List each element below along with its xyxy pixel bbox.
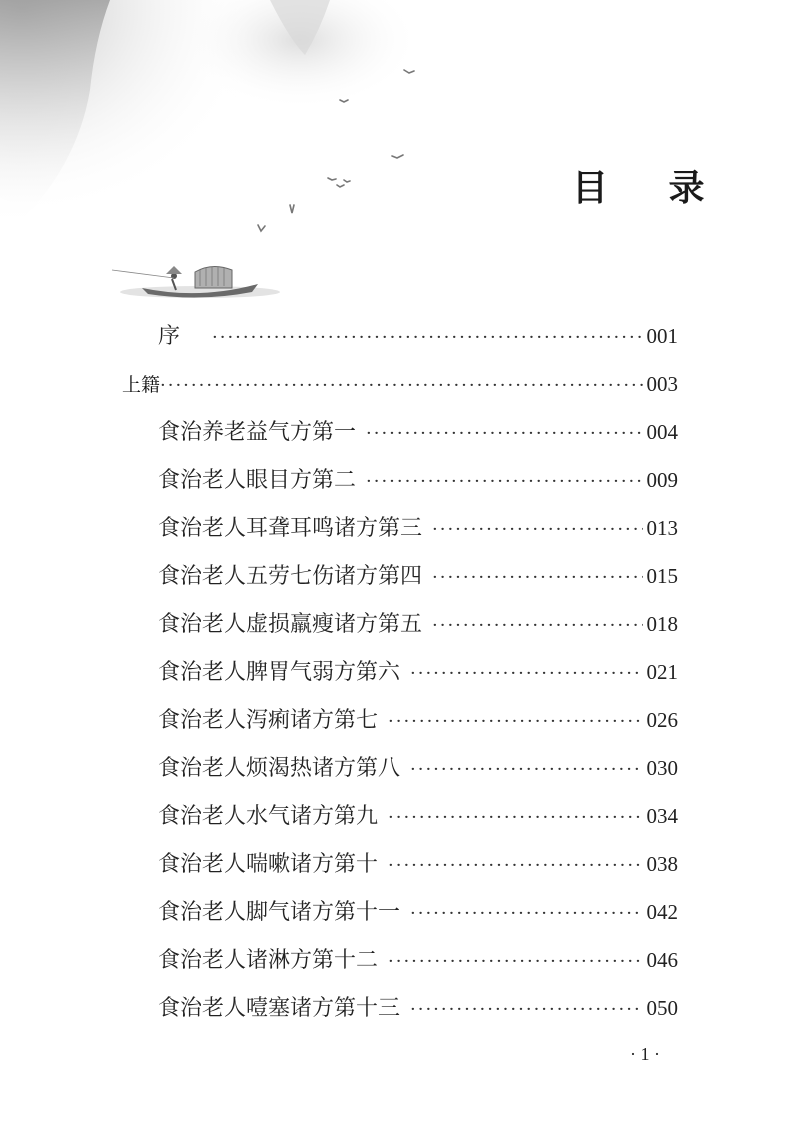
toc-leader-dots: [410, 890, 642, 938]
toc-leader-dots: [366, 410, 642, 458]
toc-page-number: 046: [646, 948, 678, 972]
toc-leader-dots: [366, 458, 642, 506]
toc-leader-dots: [432, 602, 642, 650]
page-title: 目 录: [572, 168, 729, 209]
toc-entry-title: 食治老人耳聋耳鸣诸方第三: [158, 516, 423, 541]
toc-page-number: 003: [646, 372, 678, 396]
toc-page-number: 034: [646, 804, 678, 828]
toc-page-number: 015: [646, 564, 678, 588]
toc-entry[interactable]: [158, 312, 678, 360]
toc-page-number: 018: [646, 612, 678, 636]
toc-entry-title: 序: [158, 324, 181, 349]
toc-page-number: 038: [646, 852, 678, 876]
toc-entry-title: 食治老人水气诸方第九: [158, 804, 379, 829]
toc-leader-dots: [388, 938, 642, 986]
toc-page-number: 021: [646, 660, 678, 684]
toc-leader-dots: [160, 362, 642, 410]
toc-leader-dots: [410, 986, 642, 1034]
toc-entry[interactable]: [158, 984, 678, 1032]
fishing-boat-icon: [112, 266, 280, 298]
toc-entry[interactable]: [122, 360, 678, 408]
toc-page-number: 030: [646, 756, 678, 780]
toc-entry-title: 上籍: [122, 374, 161, 396]
toc-entry-title: 食治老人泻痢诸方第七: [158, 708, 379, 733]
toc-entry[interactable]: [158, 792, 678, 840]
toc-entry-title: 食治老人噎塞诸方第十三: [158, 996, 401, 1021]
toc-entry-title: 食治老人虚损羸瘦诸方第五: [158, 612, 423, 637]
toc-entry-title: 食治老人脾胃气弱方第六: [158, 660, 401, 685]
toc-entry-title: 食治老人脚气诸方第十一: [158, 900, 401, 925]
toc-entry-title: 食治老人烦渴热诸方第八: [158, 756, 401, 781]
toc-page-number: 001: [646, 324, 678, 348]
toc-entry[interactable]: [158, 456, 678, 504]
toc-entry[interactable]: [158, 600, 678, 648]
toc-entry[interactable]: [158, 648, 678, 696]
toc-leader-dots: [388, 794, 642, 842]
toc-page-number: 009: [646, 468, 678, 492]
toc-leader-dots: [410, 746, 642, 794]
toc-leader-dots: [388, 842, 642, 890]
toc-leader-dots: [388, 698, 642, 746]
toc-entry-title: 食治老人五劳七伤诸方第四: [158, 564, 423, 589]
toc-entry[interactable]: [158, 552, 678, 600]
toc-page-number: 042: [646, 900, 678, 924]
toc-page-number: 013: [646, 516, 678, 540]
toc-leader-dots: [432, 506, 642, 554]
toc-leader-dots: [432, 554, 642, 602]
toc-entry-title: 食治养老益气方第一: [158, 420, 357, 445]
toc-entry[interactable]: [158, 936, 678, 984]
toc-entry-title: 食治老人眼目方第二: [158, 468, 357, 493]
toc-entry[interactable]: [158, 504, 678, 552]
toc-entry[interactable]: [158, 696, 678, 744]
toc-page-number: 004: [646, 420, 678, 444]
toc-entry[interactable]: [158, 888, 678, 936]
toc-page-number: 050: [646, 996, 678, 1020]
toc-entry-title: 食治老人喘嗽诸方第十: [158, 852, 379, 877]
toc-page-number: 026: [646, 708, 678, 732]
toc-entry-title: 食治老人诸淋方第十二: [158, 948, 379, 973]
toc-entry[interactable]: [158, 840, 678, 888]
mountain-mist: [0, 0, 420, 230]
toc-leader-dots: [410, 650, 642, 698]
toc-leader-dots: [212, 314, 642, 362]
toc-entry[interactable]: [158, 408, 678, 456]
page-number: · 1 ·: [630, 1044, 660, 1064]
toc-entry[interactable]: [158, 744, 678, 792]
